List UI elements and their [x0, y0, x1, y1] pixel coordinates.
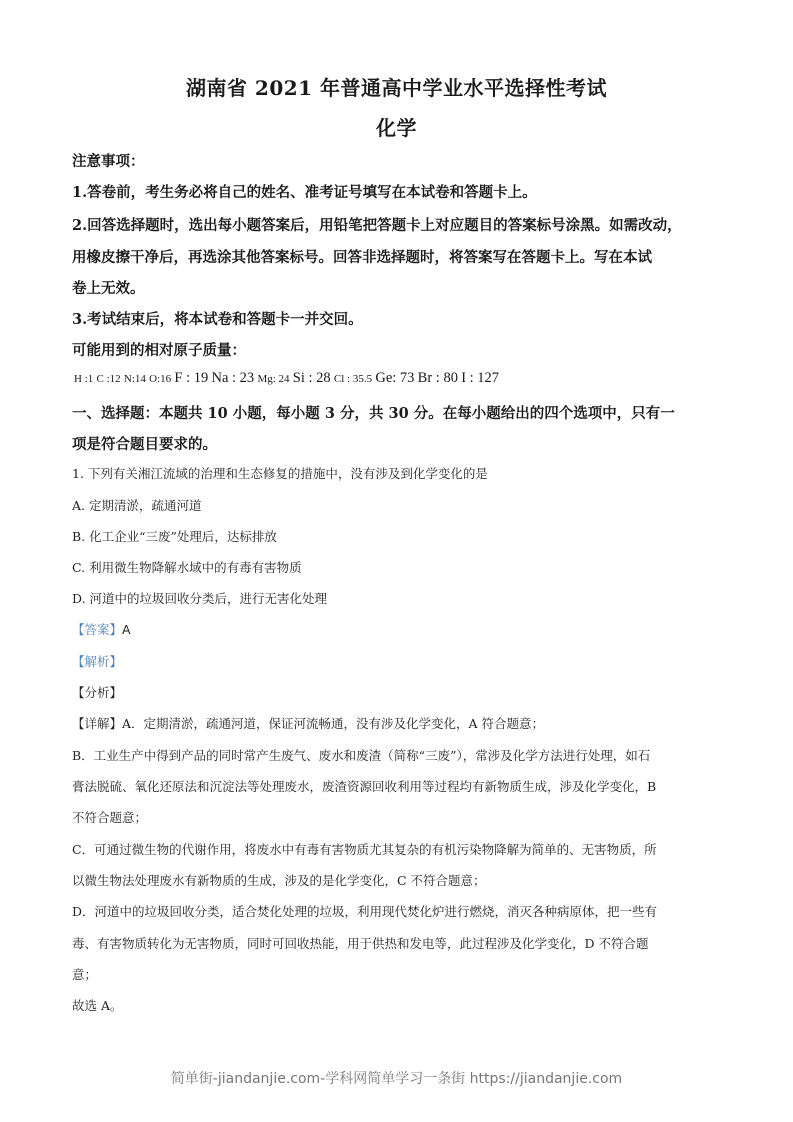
footer-watermark: 简单街-jiandanjie.com-学科网简单学习一条街 https://jiandanjie.com: [170, 1071, 623, 1087]
notice-item: 2.回答选择题时，选出每小题答案后，用铅笔把答题卡上对应题目的答案标号涂黑。如需改动，: [72, 217, 682, 234]
detail-line: D．河道中的垃圾回收分类，适合焚化处理的垃圾，利用现代焚化炉进行燃烧，消灭各种病原体，把一些有: [72, 904, 658, 919]
detail-line: 意；: [72, 967, 98, 982]
detail-line: 毒、有害物质转化为无害物质，同时可回收热能，用于供热和发电等，此过程涉及化学变化，D 不符合题: [72, 936, 649, 951]
notice-heading: 注意事项：: [72, 153, 145, 170]
atomic-mass-o: O:16: [149, 373, 172, 385]
notice-item: 卷上无效。: [72, 280, 145, 297]
atomic-mass-h: H :1: [74, 373, 94, 385]
question-stem: 1. 下列有关湘江流域的治理和生态修复的措施中，没有涉及到化学变化的是: [72, 466, 488, 481]
subject-title: 化学: [376, 116, 417, 140]
detail-line: 膏法脱硫、氧化还原法和沉淀法等处理废水，废渣资源回收利用等过程均有新物质生成，涉及化学变化，B: [72, 779, 657, 794]
detail-line: 【详解】A．定期清淤，疏通河道，保证河流畅通，没有涉及化学变化，A 符合题意；: [72, 716, 545, 731]
atomic-mass-n: N:14: [123, 373, 146, 385]
detail-line: 故选 A。: [72, 998, 123, 1013]
atomic-mass-heading: 可能用到的相对原子质量：: [72, 342, 246, 359]
notice-item: 3.考试结束后，将本试卷和答题卡一并交回。: [72, 311, 363, 328]
detail-line: B．工业生产中得到产品的同时常产生废气、废水和废渣（简称“三废”），常涉及化学方法进行处理，如石: [72, 748, 651, 763]
option-c: C. 利用微生物降解水域中的有毒有害物质: [72, 560, 302, 575]
atomic-mass-f: F : 19: [174, 370, 209, 386]
atomic-mass-c: C :12: [96, 373, 121, 385]
notice-item: 用橡皮擦干净后，再选涂其他答案标号。回答非选择题时，将答案写在答题卡上。写在本试: [72, 249, 652, 266]
section-heading-cont: 项是符合题目要求的。: [72, 436, 217, 453]
analysis-label: 【解析】: [72, 654, 123, 669]
atomic-mass-i: I : 127: [461, 370, 500, 386]
answer-line: [72, 620, 131, 638]
answer-label: 【答案】: [72, 622, 123, 637]
exam-title: 湖南省 2021 年普通高中学业水平选择性考试: [185, 76, 608, 100]
option-a: A. 定期清淤，疏通河道: [72, 498, 202, 513]
option-d: D. 河道中的垃圾回收分类后，进行无害化处理: [72, 591, 328, 606]
detail-line: C．可通过微生物的代谢作用，将废水中有毒有害物质尤其复杂的有机污染物降解为简单的、无害物质，所: [72, 842, 657, 857]
atomic-mass-na: Na : 23: [211, 370, 255, 386]
fenxi-label: 【分析】: [72, 685, 123, 700]
detail-line: 不符合题意；: [72, 810, 148, 825]
section-heading: 一、选择题：本题共 10 小题，每小题 3 分，共 30 分。在每小题给出的四个选项中，只有一: [72, 405, 675, 422]
atomic-mass-br: Br : 80: [417, 370, 458, 386]
detail-line: 以微生物法处理废水有新物质的生成，涉及的是化学变化，C 不符合题意；: [72, 873, 486, 888]
option-b: B. 化工企业“三废”处理后，达标排放: [72, 529, 277, 544]
atomic-mass-cl: Cl : 35.5: [333, 373, 373, 385]
atomic-mass-ge: Ge: 73: [375, 370, 415, 386]
atomic-mass-list: [74, 370, 499, 387]
answer-value: A: [122, 622, 131, 637]
atomic-mass-si: Si : 28: [292, 370, 331, 386]
notice-item: 1.答卷前，考生务必将自己的姓名、准考证号填写在本试卷和答题卡上。: [72, 184, 537, 201]
atomic-mass-mg: Mg: 24: [257, 373, 290, 385]
